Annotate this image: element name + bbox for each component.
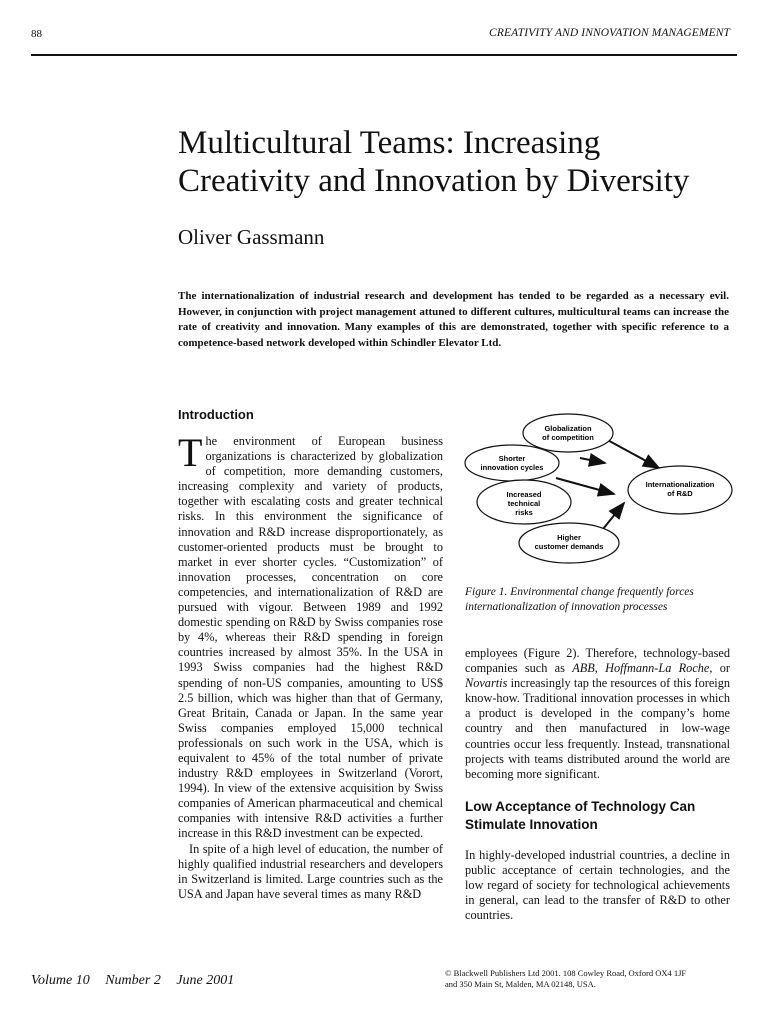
node-globalization-line-1: Globalization <box>544 424 592 433</box>
node-target-line-2: of R&D <box>667 489 693 498</box>
right-p1-part-b: , <box>594 661 606 676</box>
drop-cap: T <box>178 430 203 475</box>
page-number: 88 <box>31 28 42 40</box>
node-risks-line-2: technical <box>507 499 541 508</box>
right-column <box>465 646 730 923</box>
node-risks-line-3: risks <box>515 508 533 517</box>
company-abb: ABB <box>572 661 595 676</box>
footer-copyright <box>445 968 745 990</box>
article-title <box>178 124 748 200</box>
footer-number: Number 2 <box>105 973 161 988</box>
footer-date: June 2001 <box>176 973 235 988</box>
section-heading-low-acceptance: Low Acceptance of Technology Can Stimulate Innovation <box>465 798 696 832</box>
arrow-globalization-to-target <box>602 437 659 468</box>
footer-issue-info <box>31 973 246 989</box>
intro-paragraph-1 <box>178 430 443 842</box>
abstract: The internationalization of industrial research and development has tended to be regarded as a necessary evil. However, in conjunction with project management attuned to different cultures, multicultural teams can increase the rate of creativity and innovation. Many examples of this are demonstrated, together with specific reference to a competence-based network developed within Schindler Elevator Ltd. <box>178 290 729 349</box>
node-shorter-line-2: innovation cycles <box>480 463 544 472</box>
right-p1-part-c: , or <box>709 661 730 676</box>
company-novartis: Novartis <box>465 676 508 691</box>
company-hoffmann: Hoffmann-La Roche <box>605 661 710 676</box>
copyright-line-1: © Blackwell Publishers Ltd 2001. 108 Cowley Road, Oxford OX4 1JF <box>445 968 687 978</box>
right-paragraph-1 <box>465 646 730 782</box>
figure-1-diagram <box>462 406 734 576</box>
title-line-1: Multicultural Teams: Increasing <box>178 125 601 161</box>
header-rule <box>31 54 737 56</box>
running-head: CREATIVITY AND INNOVATION MANAGEMENT <box>489 27 730 39</box>
footer-volume: Volume 10 <box>31 973 90 988</box>
figure-1-caption: Figure 1. Environmental change frequently forces internationalization of innovation processes <box>465 586 694 613</box>
left-column <box>178 406 443 902</box>
node-shorter-line-1: Shorter <box>498 454 526 463</box>
node-target-line-1: Internationalization <box>645 480 715 489</box>
intro-paragraph-2: In spite of a high level of education, the number of highly qualified industrial researchers and developers in Switzerland is limited. Large countries such as the USA and Japan have several times as many R&D <box>178 841 443 901</box>
author-name: Oliver Gassmann <box>178 225 325 249</box>
right-p1-part-d: increasingly tap the resources of this foreign know-how. Traditional innovation processes in which a product is developed in the company’s home country and then manufactured in low-wage countries occur less frequently. Instead, transnational projects with teams distributed around the world are becoming more significant. <box>465 676 730 781</box>
right-paragraph-2: In highly-developed industrial countries, a decline in public acceptance of certain technologies, and the low regard of society for technological achievements in general, can lead to the transfer of R&D to other countries. <box>465 847 730 923</box>
title-line-2: Creativity and Innovation by Diversity <box>178 163 690 199</box>
section-heading-introduction: Introduction <box>178 407 254 422</box>
copyright-line-2: and 350 Main St, Malden, MA 02148, USA. <box>445 979 596 989</box>
right-p1-part-a: employees (Figure 2). Therefore, technology-based companies such as <box>465 646 730 676</box>
node-demands-line-2: customer demands <box>534 542 604 551</box>
arrow-shorter-to-target <box>580 458 605 463</box>
node-demands-line-1: Higher <box>557 533 581 542</box>
node-globalization-line-2: of competition <box>542 433 594 442</box>
node-risks-line-1: Increased <box>506 490 542 499</box>
intro-paragraph-1-text: he environment of European business organizations is characterized by globalization of competition, more demanding customers, increasing complexity and variety of products, together with escalating costs and greater technical risks. In this environment the significance of innovation and R&D increase disproportionately, as customer-oriented products must be brought to market in ever shorter cycles. “Customization” of innovation processes, concentration on core competencies, and internationalization of R&D are pursued with vigour. Between 1989 and 1992 domestic spending on R&D by Swiss companies rose by 4%, whereas their R&D spending in foreign countries increased by almost 35%. In the USA in 1993 Swiss companies had the highest R&D spending of non-US companies, amounting to US$ 2.5 billion, which was higher than that of Germany, Great Britain, Canada or Japan. In the same year Swiss companies employed 15,000 technical professionals on such work in the USA, which is equivalent to 45% of the total number of private industry R&D employees in Switzerland (Vorort, 1994). In view of the extensive acquisition by Swiss companies of American pharmaceutical and chemical companies with intensive R&D activities a further increase in this R&D investment can be expected. <box>178 434 443 841</box>
